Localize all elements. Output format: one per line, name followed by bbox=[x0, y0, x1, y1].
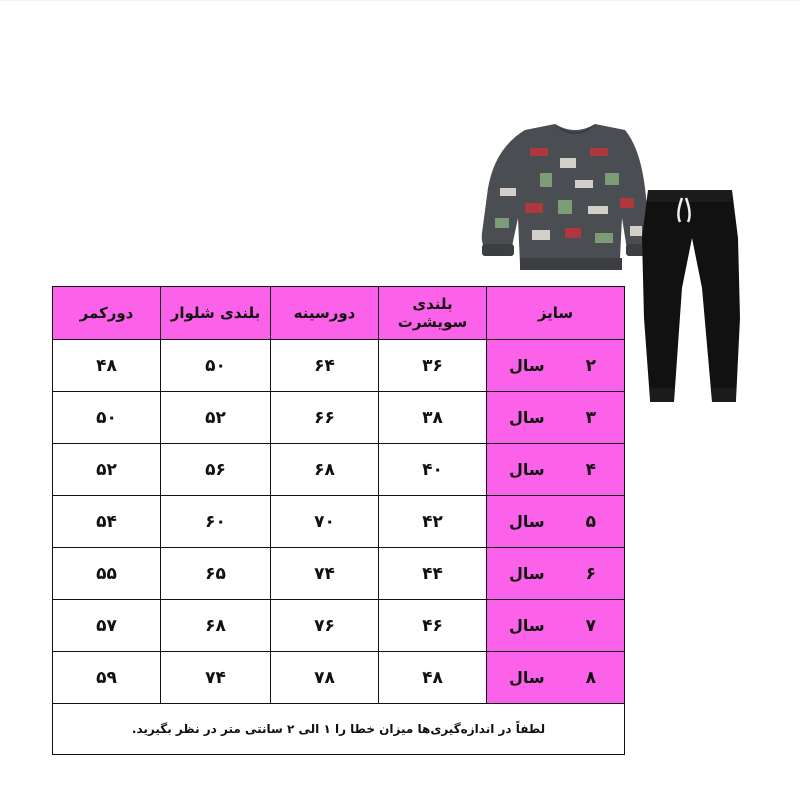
size-cell bbox=[487, 444, 625, 496]
size-table bbox=[52, 286, 625, 755]
waist-cell: ۵۷ bbox=[53, 600, 161, 652]
chest-cell: ۷۴ bbox=[271, 548, 379, 600]
chest-cell: ۷۸ bbox=[271, 652, 379, 704]
size-unit: سال bbox=[509, 408, 545, 427]
pants-length-cell: ۵۰ bbox=[161, 340, 271, 392]
pants-length-cell: ۵۲ bbox=[161, 392, 271, 444]
sweatshirt-length-cell: ۴۸ bbox=[379, 652, 487, 704]
table-row bbox=[53, 548, 625, 600]
pants-length-cell: ۵۶ bbox=[161, 444, 271, 496]
size-cell bbox=[487, 600, 625, 652]
size-cell bbox=[487, 392, 625, 444]
chest-cell: ۷۶ bbox=[271, 600, 379, 652]
size-number: ۳ bbox=[585, 407, 596, 428]
pants-length-cell: ۶۰ bbox=[161, 496, 271, 548]
sweatshirt-length-cell: ۴۴ bbox=[379, 548, 487, 600]
sweatshirt-length-cell: ۴۶ bbox=[379, 600, 487, 652]
waist-cell: ۵۲ bbox=[53, 444, 161, 496]
size-number: ۲ bbox=[585, 355, 596, 376]
waist-cell: ۵۵ bbox=[53, 548, 161, 600]
measurement-note: لطفاً در اندازه‌گیری‌ها میزان خطا را ۱ الی ۲ سانتی متر در نظر بگیرید. bbox=[53, 704, 625, 755]
header-chest: دورسینه bbox=[271, 287, 379, 340]
size-cell bbox=[487, 496, 625, 548]
size-unit: سال bbox=[509, 356, 545, 375]
chest-cell: ۶۶ bbox=[271, 392, 379, 444]
sweatshirt-length-cell: ۳۶ bbox=[379, 340, 487, 392]
chest-cell: ۶۸ bbox=[271, 444, 379, 496]
waist-cell: ۵۹ bbox=[53, 652, 161, 704]
pants-shape bbox=[642, 190, 740, 402]
table-row bbox=[53, 444, 625, 496]
header-pants-length: بلندی شلوار bbox=[161, 287, 271, 340]
size-unit: سال bbox=[509, 668, 545, 687]
sweatshirt-length-cell: ۴۰ bbox=[379, 444, 487, 496]
table-row bbox=[53, 392, 625, 444]
size-number: ۵ bbox=[585, 511, 596, 532]
sweatshirt-shape bbox=[482, 124, 654, 270]
pants-length-cell: ۶۸ bbox=[161, 600, 271, 652]
size-unit: سال bbox=[509, 564, 545, 583]
size-unit: سال bbox=[509, 460, 545, 479]
header-sweatshirt-length: بلندی سویشرت bbox=[379, 287, 487, 340]
size-number: ۴ bbox=[585, 459, 596, 480]
sweatshirt-length-cell: ۴۲ bbox=[379, 496, 487, 548]
waist-cell: ۴۸ bbox=[53, 340, 161, 392]
size-cell bbox=[487, 652, 625, 704]
pants-length-cell: ۷۴ bbox=[161, 652, 271, 704]
size-unit: سال bbox=[509, 512, 545, 531]
chest-cell: ۷۰ bbox=[271, 496, 379, 548]
header-size: سایز bbox=[487, 287, 625, 340]
size-cell bbox=[487, 548, 625, 600]
pants-length-cell: ۶۵ bbox=[161, 548, 271, 600]
header-row bbox=[53, 287, 625, 340]
sweatshirt-length-cell: ۳۸ bbox=[379, 392, 487, 444]
table-row bbox=[53, 652, 625, 704]
size-number: ۶ bbox=[585, 563, 596, 584]
size-unit: سال bbox=[509, 616, 545, 635]
header-waist: دورکمر bbox=[53, 287, 161, 340]
chest-cell: ۶۴ bbox=[271, 340, 379, 392]
size-number: ۸ bbox=[585, 667, 596, 688]
waist-cell: ۵۰ bbox=[53, 392, 161, 444]
size-number: ۷ bbox=[585, 615, 596, 636]
size-cell bbox=[487, 340, 625, 392]
waist-cell: ۵۴ bbox=[53, 496, 161, 548]
table-row bbox=[53, 600, 625, 652]
note-row bbox=[53, 704, 625, 755]
table-row bbox=[53, 496, 625, 548]
table-row bbox=[53, 340, 625, 392]
